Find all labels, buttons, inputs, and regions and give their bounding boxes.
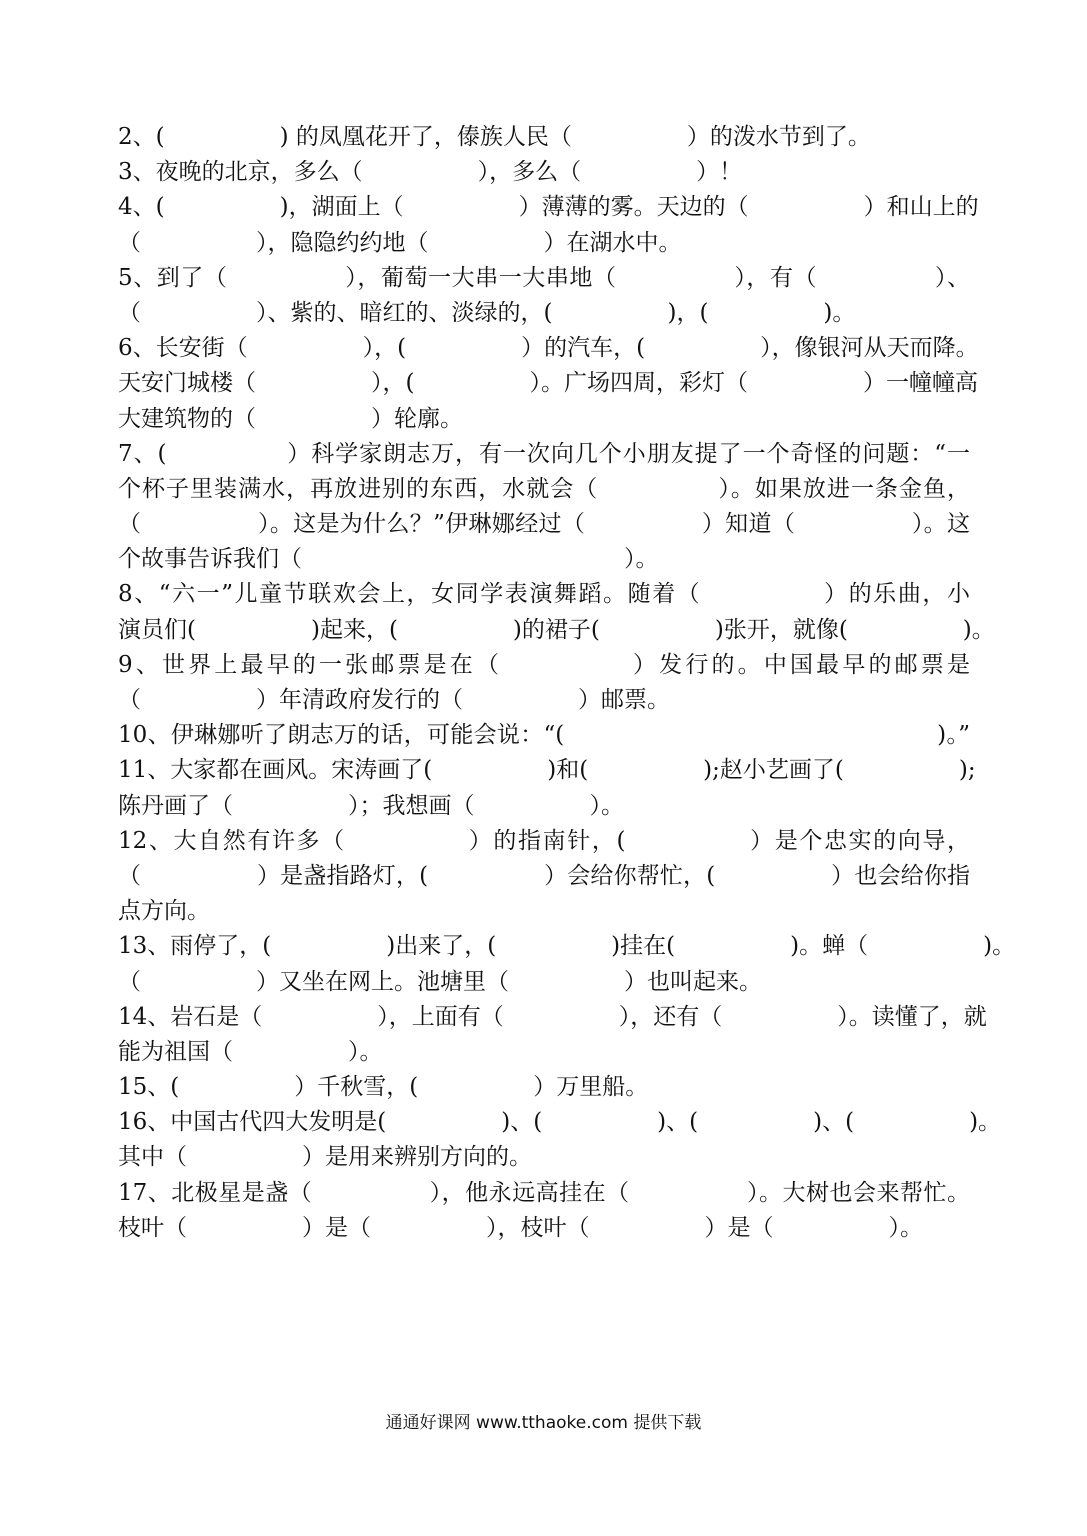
worksheet-line: 14、岩石是（ ），上面有（ ），还有（ ）。读懂了，就 [118,1003,987,1030]
worksheet-line: 13、雨停了，( )出来了，( )挂在( )。蝉（ )。 [118,933,1016,960]
worksheet-line: 10、伊琳娜听了朗志万的话，可能会说：“( )。” [118,722,970,749]
worksheet-line: 12、大自然有许多（ ）的指南针，( ）是个忠实的向导， [118,827,970,854]
worksheet-line: （ ）又坐在网上。池塘里（ ）也叫起来。 [118,968,762,995]
worksheet-line: 9、世界上最早的一张邮票是在（ ）发行的。中国最早的邮票是 [118,651,970,678]
worksheet-line: 点方向。 [118,898,210,925]
worksheet-line: 演员们( )起来，( )的裙子( )张开，就像( )。 [118,616,995,643]
worksheet-line: 其中（ ）是用来辨别方向的。 [118,1144,532,1171]
worksheet-line: 17、北极星是盏（ ），他永远高挂在（ ）。大树也会来帮忙。 [118,1179,970,1206]
worksheet-line: 5、到了（ ），葡萄一大串一大串地（ ），有（ ）、 [118,264,970,291]
worksheet-line: 大建筑物的（ ）轮廓。 [118,405,463,432]
worksheet-line: （ ）。这是为什么？”伊琳娜经过（ ）知道（ ）。这 [118,511,970,538]
worksheet-line: 6、长安街（ ），( ）的汽车，( ），像银河从天而降。 [118,335,979,362]
worksheet-line: 4、( )，湖面上（ ）薄薄的雾。天边的（ ）和山上的 [118,194,979,221]
worksheet-line: （ ）年清政府发行的（ ）邮票。 [118,687,670,713]
worksheet-line: 个故事告诉我们（ ）。 [118,546,659,573]
worksheet-line: （ ），隐隐约约地（ ）在湖水中。 [118,229,682,256]
worksheet-line: 8、“六一”儿童节联欢会上，女同学表演舞蹈。随着（ ）的乐曲，小 [118,581,970,608]
worksheet-line: 能为祖国（ ）。 [118,1038,383,1065]
worksheet-line: 3、夜晚的北京，多么（ ），多么（ ）！ [118,159,743,186]
worksheet-line: 个杯子里装满水，再放进别的东西，水就会（ ）。如果放进一条金鱼， [118,475,970,502]
worksheet-line: 7、( ）科学家朗志万，有一次向几个小朋友提了一个奇怪的问题：“一 [118,440,970,467]
worksheet-line: 陈丹画了（ ）；我想画（ ）。 [118,792,624,819]
worksheet-line: （ ）是盏指路灯，( ）会给你帮忙，( ）也会给你指 [118,862,970,889]
worksheet-line: 天安门城楼（ ），( ）。广场四周，彩灯（ ）一幢幢高 [118,370,978,397]
worksheet-line: 枝叶（ ）是（ ），枝叶（ ）是（ ）。 [118,1214,923,1241]
footer-source: 通通好课网 www.tthaoke.com 提供下载 [385,1413,702,1433]
worksheet-line: 2、( ) 的凤凰花开了，傣族人民（ ）的泼水节到了。 [118,124,871,150]
worksheet-line: 16、中国古代四大发明是( )、( )、( )、( )。 [118,1109,1002,1136]
worksheet-line: 11、大家都在画风。宋涛画了( )和( );赵小艺画了( ); [118,757,976,784]
worksheet-line: （ ）、紫的、暗红的、淡绿的，( )，( )。 [118,299,856,326]
worksheet-line: 15、( ）千秋雪，( ）万里船。 [118,1074,649,1101]
worksheet-body [118,120,1016,1246]
